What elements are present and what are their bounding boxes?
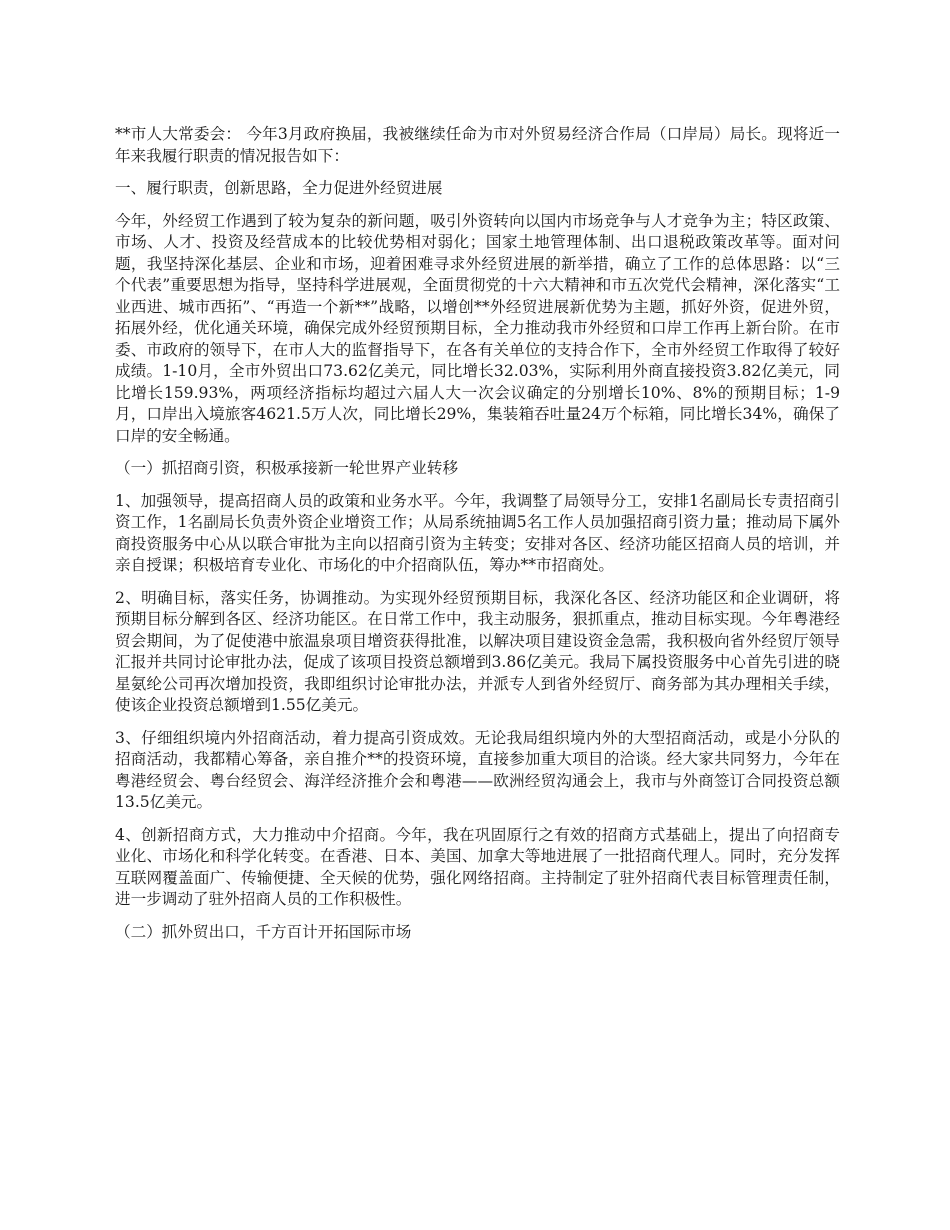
- overview-paragraph: 今年，外经贸工作遇到了较为复杂的新问题，吸引外资转向以国内市场竞争与人才竞争为主；特区政策、市场、人才、投资及经营成本的比较优势相对弱化；国家土地管理体制、出口退税政策改革等。面对问题，我坚持深化基层、企业和市场，迎着困难寻求外经贸进展的新举措，确立了工作的总体思路：以“三个代表”重要思想为指导，坚持科学进展观，全面贯彻党的十六大精神和市五次党代会精神，深化落实“工业西进、城市西拓”、“再造一个新**”战略，以增创**外经贸进展新优势为主题，抓好外资，促进外贸，拓展外经，优化通关环境，确保完成外经贸预期目标，全力推动我市外经贸和口岸工作再上新台阶。在市委、市政府的领导下，在市人大的监督指导下，在各有关单位的支持合作下，全市外经贸工作取得了较好成绩。1-10月，全市外贸出口73.62亿美元，同比增长32.03%，实际利用外商直接投资3.82亿美元，同比增长159.93%，两项经济指标均超过六届人大一次会议确定的分别增长10%、8%的预期目标；1-9月，口岸出入境旅客4621.5万人次，同比增长29%，集装箱吞吐量24万个标箱，同比增长34%，确保了口岸的安全畅通。: [115, 211, 840, 445]
- opening-paragraph: **市人大常委会： 今年3月政府换届，我被继续任命为市对外贸易经济合作局（口岸局）局长。现将近一年来我履行职责的情况报告如下：: [115, 125, 840, 165]
- item-paragraph-4: 4、创新招商方式，大力推动中介招商。今年，我在巩固原行之有效的招商方式基础上，提出了向招商专业化、市场化和科学化转变。在香港、日本、美国、加拿大等地进展了一批招商代理人。同时，充分发挥互联网覆盖面广、传输便捷、全天候的优势，强化网络招商。主持制定了驻外招商代表目标管理责任制，进一步调动了驻外招商人员的工作积极性。: [115, 825, 840, 908]
- document-page: [115, 124, 840, 954]
- subsection-heading-2: （二）抓外贸出口，千方百计开拓国际市场: [115, 922, 412, 941]
- section-heading-1: 一、履行职责，创新思路，全力促进外经贸进展: [115, 179, 443, 197]
- item-paragraph-1: 1、加强领导，提高招商人员的政策和业务水平。今年，我调整了局领导分工，安排1名副局长专责招商引资工作，1名副局长负责外资企业增资工作；从局系统抽调5名工作人员加强招商引资力量；推动局下属外商投资服务中心从以联合审批为主向以招商引资为主转变；安排对各区、经济功能区招商人员的培训，并亲自授课；积极培育专业化、市场化的中介招商队伍，筹办**市招商处。: [115, 491, 840, 574]
- subsection-heading-1: （一）抓招商引资，积极承接新一轮世界产业转移: [115, 459, 459, 477]
- item-paragraph-2: 2、明确目标，落实任务，协调推动。为实现外经贸预期目标，我深化各区、经济功能区和企业调研，将预期目标分解到各区、经济功能区。在日常工作中，我主动服务，狠抓重点，推动目标实现。今年粤港经贸会期间，为了促使港中旅温泉项目增资获得批准，以解决项目建设资金急需，我积极向省外经贸厅领导汇报并共同讨论审批办法，促成了该项目投资总额增到3.86亿美元。我局下属投资服务中心首先引进的晓星氨纶公司再次增加投资，我即组织讨论审批办法，并派专人到省外经贸厅、商务部为其办理相关手续，使该企业投资总额增到1.55亿美元。: [115, 588, 840, 714]
- item-paragraph-3: 3、仔细组织境内外招商活动，着力提高引资成效。无论我局组织境内外的大型招商活动，或是小分队的招商活动，我都精心筹备，亲自推介**的投资环境，直接参加重大项目的洽谈。经大家共同努力，今年在粤港经贸会、粤台经贸会、海洋经济推介会和粤港——欧洲经贸沟通会上，我市与外商签订合同投资总额13.5亿美元。: [115, 728, 840, 811]
